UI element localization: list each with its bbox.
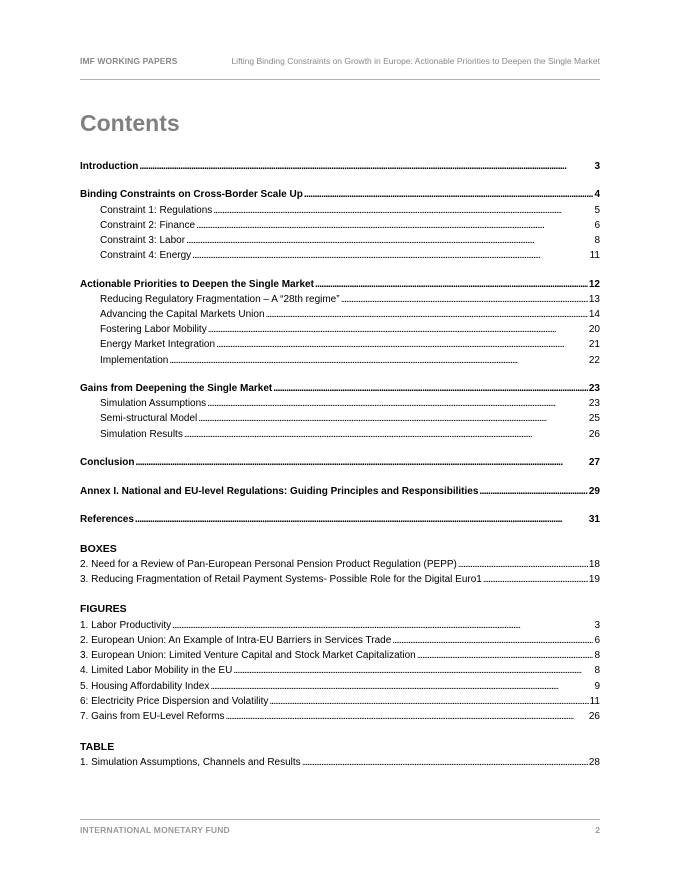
leader-dots [172,618,593,633]
leader-dots [233,663,593,678]
toc-entry-references[interactable] [80,512,600,527]
toc-page: 21 [588,339,600,350]
toc-label: 2. Need for a Review of Pan-European Personal Pension Product Regulation (PEPP) [80,559,457,570]
toc-label: Implementation [100,355,169,366]
leader-dots [198,411,588,426]
toc-page: 22 [588,355,600,366]
toc-label: Advancing the Capital Markets Union [100,309,265,320]
toc-page: 31 [588,514,600,525]
toc-entry-figure-2[interactable] [80,633,600,648]
toc-label: 1. Simulation Assumptions, Channels and Results [80,757,301,768]
toc-label: 7. Gains from EU-Level Reforms [80,711,225,722]
toc-label: 4. Limited Labor Mobility in the EU [80,665,233,676]
toc-page: 6 [594,635,600,646]
leader-dots [269,694,588,709]
leader-dots [135,455,587,470]
toc-entry-simulation-results[interactable] [80,427,600,442]
leader-dots [483,572,588,587]
toc-entry-figure-1[interactable] [80,618,600,633]
toc-label: 1. Labor Productivity [80,620,172,631]
toc-entry-binding-constraints[interactable] [80,187,600,202]
toc-entry-box-2[interactable] [80,557,600,572]
toc-page: 29 [588,486,600,497]
leader-dots [207,396,588,411]
toc-page: 19 [588,574,600,585]
toc-entry-figure-5[interactable] [80,679,600,694]
leader-dots [186,233,593,248]
leader-dots [139,159,593,174]
toc-page: 26 [588,429,600,440]
toc-page: 11 [589,696,600,707]
toc-page: 8 [594,235,600,246]
toc-entry-constraint-1[interactable] [80,203,600,218]
boxes-heading: BOXES [80,543,117,555]
toc-page: 18 [588,559,600,570]
toc-label: Energy Market Integration [100,339,216,350]
toc-label: 3. Reducing Fragmentation of Retail Payment Systems- Possible Role for the Digital Euro1 [80,574,482,585]
leader-dots [417,648,594,663]
toc-label: Simulation Assumptions [100,398,207,409]
toc-entry-28th-regime[interactable] [80,292,600,307]
figures-heading: FIGURES [80,603,127,615]
toc-label: Semi-structural Model [100,413,198,424]
toc-page: 26 [588,711,600,722]
toc-label: Constraint 2: Finance [100,220,196,231]
toc-page: 13 [588,294,600,305]
footer-page-number: 2 [595,825,600,835]
toc-label: Conclusion [80,457,135,468]
toc-entry-box-3[interactable] [80,572,600,587]
toc-label: Reducing Regulatory Fragmentation – A “28th regime” [100,294,340,305]
leader-dots [216,337,588,352]
leader-dots [458,557,588,572]
toc-label: 3. European Union: Limited Venture Capital and Stock Market Capitalization [80,650,416,661]
toc-entry-labor-mobility[interactable] [80,322,600,337]
toc-label: Constraint 1: Regulations [100,205,213,216]
toc-entry-simulation-assumptions[interactable] [80,396,600,411]
toc-entry-constraint-3[interactable] [80,233,600,248]
toc-entry-constraint-2[interactable] [80,218,600,233]
header-running-title: Lifting Binding Constraints on Growth in Europe: Actionable Priorities to Deepen the Single Market [231,56,600,66]
toc-entry-figure-6[interactable] [80,694,600,709]
toc-page: 3 [594,161,600,172]
toc-label: Introduction [80,161,139,172]
leader-dots [213,203,593,218]
toc-page: 23 [588,398,600,409]
footer-rule [80,819,600,820]
toc-label: Constraint 3: Labor [100,235,186,246]
leader-dots [341,292,588,307]
toc-entry-energy-market[interactable] [80,337,600,352]
toc-entry-actionable-priorities[interactable] [80,277,600,292]
toc-label: 2. European Union: An Example of Intra-EU Barriers in Services Trade [80,635,392,646]
toc-label: Binding Constraints on Cross-Border Scale Up [80,189,303,200]
toc-entry-figure-4[interactable] [80,663,600,678]
toc-label: Constraint 4: Energy [100,250,192,261]
toc-page: 14 [588,309,600,320]
toc-label: References [80,514,134,525]
toc-page: 3 [594,620,600,631]
header-series: IMF WORKING PAPERS [80,56,178,66]
leader-dots [135,512,588,527]
leader-dots [169,353,588,368]
leader-dots [315,277,588,292]
toc-entry-gains[interactable] [80,381,600,396]
leader-dots [392,633,593,648]
toc-page: 8 [594,650,600,661]
toc-page: 27 [588,457,600,468]
toc-label: Gains from Deepening the Single Market [80,383,273,394]
toc-entry-introduction[interactable] [80,159,600,174]
toc-page: 8 [594,665,600,676]
toc-entry-capital-markets-union[interactable] [80,307,600,322]
leader-dots [208,322,588,337]
leader-dots [210,679,593,694]
toc-entry-figure-3[interactable] [80,648,600,663]
toc-label: Annex I. National and EU-level Regulations: Guiding Principles and Responsibilities [80,486,479,497]
toc-label: Actionable Priorities to Deepen the Single Market [80,279,314,290]
toc-entry-semi-structural-model[interactable] [80,411,600,426]
toc-page: 11 [589,250,600,261]
toc-page: 4 [594,189,600,200]
toc-entry-figure-7[interactable] [80,709,600,724]
footer-organization: INTERNATIONAL MONETARY FUND [80,825,230,835]
table-heading: TABLE [80,741,115,753]
leader-dots [226,709,588,724]
leader-dots [273,381,588,396]
toc-entry-annex[interactable] [80,484,600,499]
header-rule [80,79,600,80]
toc-entry-table-1[interactable] [80,755,600,770]
leader-dots [304,187,594,202]
toc-page: 25 [588,413,600,424]
leader-dots [479,484,587,499]
toc-page: 28 [588,757,600,768]
leader-dots [184,427,588,442]
toc-page: 20 [588,324,600,335]
toc-entry-conclusion[interactable] [80,455,600,470]
toc-page: 6 [594,220,600,231]
toc-entry-implementation[interactable] [80,353,600,368]
leader-dots [266,307,588,322]
toc-label: Fostering Labor Mobility [100,324,207,335]
leader-dots [192,248,588,263]
leader-dots [196,218,593,233]
toc-page: 9 [594,681,600,692]
toc-entry-constraint-4[interactable] [80,248,600,263]
toc-page: 5 [594,205,600,216]
toc-page: 12 [588,279,600,290]
leader-dots [302,755,588,770]
toc-label: Simulation Results [100,429,183,440]
toc-label: 5. Housing Affordability Index [80,681,210,692]
page-title: Contents [80,110,180,136]
toc-label: 6: Electricity Price Dispersion and Volatility [80,696,269,707]
toc-page: 23 [588,383,600,394]
